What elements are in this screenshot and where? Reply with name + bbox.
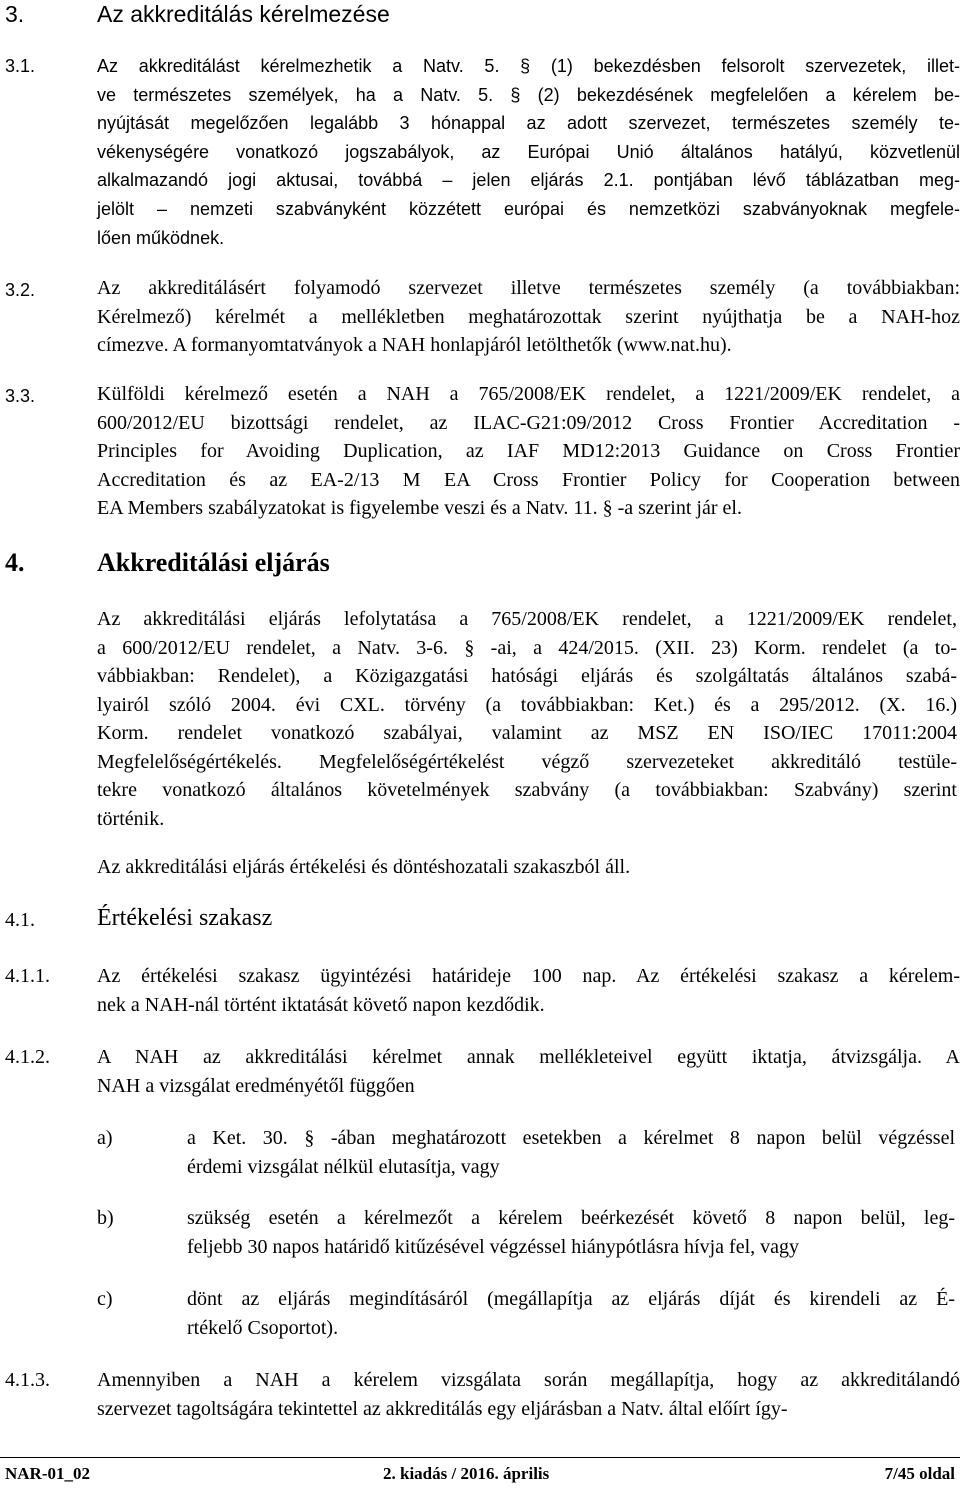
paragraph-body — [97, 274, 960, 360]
footer-edition: 2. kiadás / 2016. április — [383, 1464, 550, 1483]
list-item-body — [187, 1124, 955, 1181]
text-line: Külföldi kérelmező esetén a NAH a 765/2008/EK rendelet, a 1221/2009/EK rendelet, a — [97, 383, 960, 405]
section-number: 4. — [5, 548, 25, 577]
text-line: címezve. A formanyomtatványok a NAH honlapjáról letölthetők (www.nat.hu). — [97, 334, 732, 356]
paragraph-body — [97, 962, 960, 1019]
section-title: Értékelési szakasz — [97, 905, 273, 931]
text-line: Principles for Avoiding Duplication, az IAF MD12:2013 Guidance on Cross Frontier — [97, 440, 960, 462]
paragraph-number: 4.1.3. — [5, 1369, 50, 1391]
text-line: lően működnek. — [97, 227, 225, 248]
list-item-body — [187, 1204, 955, 1261]
section-title: Az akkreditálás kérelmezése — [97, 1, 390, 27]
text-line: nyújtását megelőzően legalább 3 hónappal az adott szervezet, természetes személy te- — [97, 113, 960, 134]
text-line: A NAH az akkreditálási kérelmet annak mellékleteivel együtt iktatja, átvizsgálja. A — [97, 1046, 960, 1068]
paragraph-number: 3.1. — [5, 56, 36, 76]
paragraph-body — [97, 52, 960, 252]
section-title: Akkreditálási eljárás — [97, 548, 330, 577]
text-line: 600/2012/EU bizottsági rendelet, az ILAC-G21:09/2012 Cross Frontier Accreditation - — [97, 411, 960, 434]
text-line: rtékelő Csoportot). — [187, 1316, 339, 1339]
text-line: Az értékelési szakasz ügyintézési határideje 100 nap. Az értékelési szakasz a kérelem- — [97, 965, 960, 987]
paragraph-number: 4.1.2. — [5, 1046, 50, 1068]
list-item-body — [187, 1285, 955, 1342]
text-line: jelölt – nemzeti szabványként közzétett európai és nemzetközi szabványoknak megfele- — [97, 198, 960, 219]
text-line: EA Members szabályzatokat is figyelembe veszi és a Natv. 11. § -a szerint jár el. — [97, 497, 742, 519]
text-line: NAH a vizsgálat eredményétől függően — [97, 1074, 415, 1097]
section-number: 4.1. — [5, 909, 35, 931]
text-line: szervezet tagoltságára tekintettel az akkreditálás egy eljárásban a Natv. által előírt így- — [97, 1397, 788, 1420]
text-line: Korm. rendelet vonatkozó szabályai, valamint az MSZ EN ISO/IEC 17011:2004 — [97, 722, 957, 744]
text-line: Megfelelőségértékelés. Megfelelőségértékelést végző szervezeteket akkreditáló testüle- — [97, 750, 957, 773]
text-line: ve természetes személyek, ha a Natv. 5. § (2) bekezdésének megfelelően a kérelem be- — [97, 84, 960, 105]
text-line: Az akkreditálást kérelmezhetik a Natv. 5. § (1) bekezdésben felsorolt szervezetek, illet- — [97, 56, 960, 76]
text-line: a 600/2012/EU rendelet, a Natv. 3-6. § -ai, a 424/2015. (XII. 23) Korm. rendelet (a to- — [97, 636, 957, 659]
section-number: 3. — [5, 1, 25, 27]
text-line: Az akkreditálási eljárás értékelési és döntéshozatali szakaszból áll. — [97, 856, 631, 878]
paragraph-body — [97, 1043, 960, 1100]
text-line: szükség esetén a kérelmezőt a kérelem beérkezését követő 8 napon belül, leg- — [187, 1207, 955, 1229]
list-item-label: a) — [97, 1127, 113, 1149]
text-line: Az akkreditálási eljárás lefolytatása a 765/2008/EK rendelet, a 1221/2009/EK rendelet, — [97, 608, 957, 630]
footer-doc-id: NAR-01_02 — [5, 1464, 90, 1483]
paragraph-number: 4.1.1. — [5, 965, 50, 987]
paragraph-4-intro — [97, 605, 957, 833]
text-line: lyairól szóló 2004. évi CXL. törvény (a továbbiakban: Ket.) és a 295/2012. (X. 16.) — [97, 693, 957, 716]
text-line: érdemi vizsgálat nélkül elutasítja, vagy — [187, 1155, 500, 1178]
list-item-label: c) — [97, 1288, 113, 1310]
text-line: tekre vonatkozó általános követelmények szabvány (a továbbiakban: Szabvány) szerint — [97, 779, 957, 801]
paragraph-number: 3.2. — [5, 280, 36, 300]
text-line: Kérelmező) kérelmét a mellékletben meghatározottak szerint nyújthatja be a NAH-hoz — [97, 305, 960, 328]
footer-page-number: 7/45 oldal — [884, 1464, 955, 1483]
text-line: Accreditation és az EA-2/13 M EA Cross Frontier Policy for Cooperation between — [97, 468, 960, 491]
page-footer — [0, 1457, 960, 1492]
text-line: Az akkreditálásért folyamodó szervezet illetve természetes személy (a továbbiakban: — [97, 277, 960, 299]
text-line: nek a NAH-nál történt iktatását követő napon kezdődik. — [97, 993, 545, 1016]
paragraph-number: 3.3. — [5, 386, 36, 406]
text-line: történik. — [97, 807, 165, 830]
text-line: feljebb 30 napos határidő kitűzésével végzéssel hiánypótlásra hívja fel, vagy — [187, 1235, 800, 1258]
text-line: alkalmazandó jogi aktusai, továbbá – jelen eljárás 2.1. pontjában lévő táblázatban meg- — [97, 170, 960, 191]
text-line: a Ket. 30. § -ában meghatározott esetekben a kérelmet 8 napon belül végzéssel — [187, 1127, 955, 1149]
text-line: Amennyiben a NAH a kérelem vizsgálata során megállapítja, hogy az akkreditálandó — [97, 1369, 960, 1391]
text-line: vékenységére vonatkozó jogszabályok, az Európai Unió általános hatályú, közvetlenül — [97, 141, 960, 162]
paragraph-body — [97, 380, 960, 523]
list-item-label: b) — [97, 1207, 114, 1229]
text-line: vábbiakban: Rendelet), a Közigazgatási hatósági eljárás és szolgáltatás általános szabá- — [97, 665, 957, 687]
paragraph-body — [97, 1366, 960, 1423]
text-line: dönt az eljárás megindításáról (megállapítja az eljárás díját és kirendeli az É- — [187, 1288, 955, 1310]
paragraph-4-phases — [97, 853, 957, 882]
